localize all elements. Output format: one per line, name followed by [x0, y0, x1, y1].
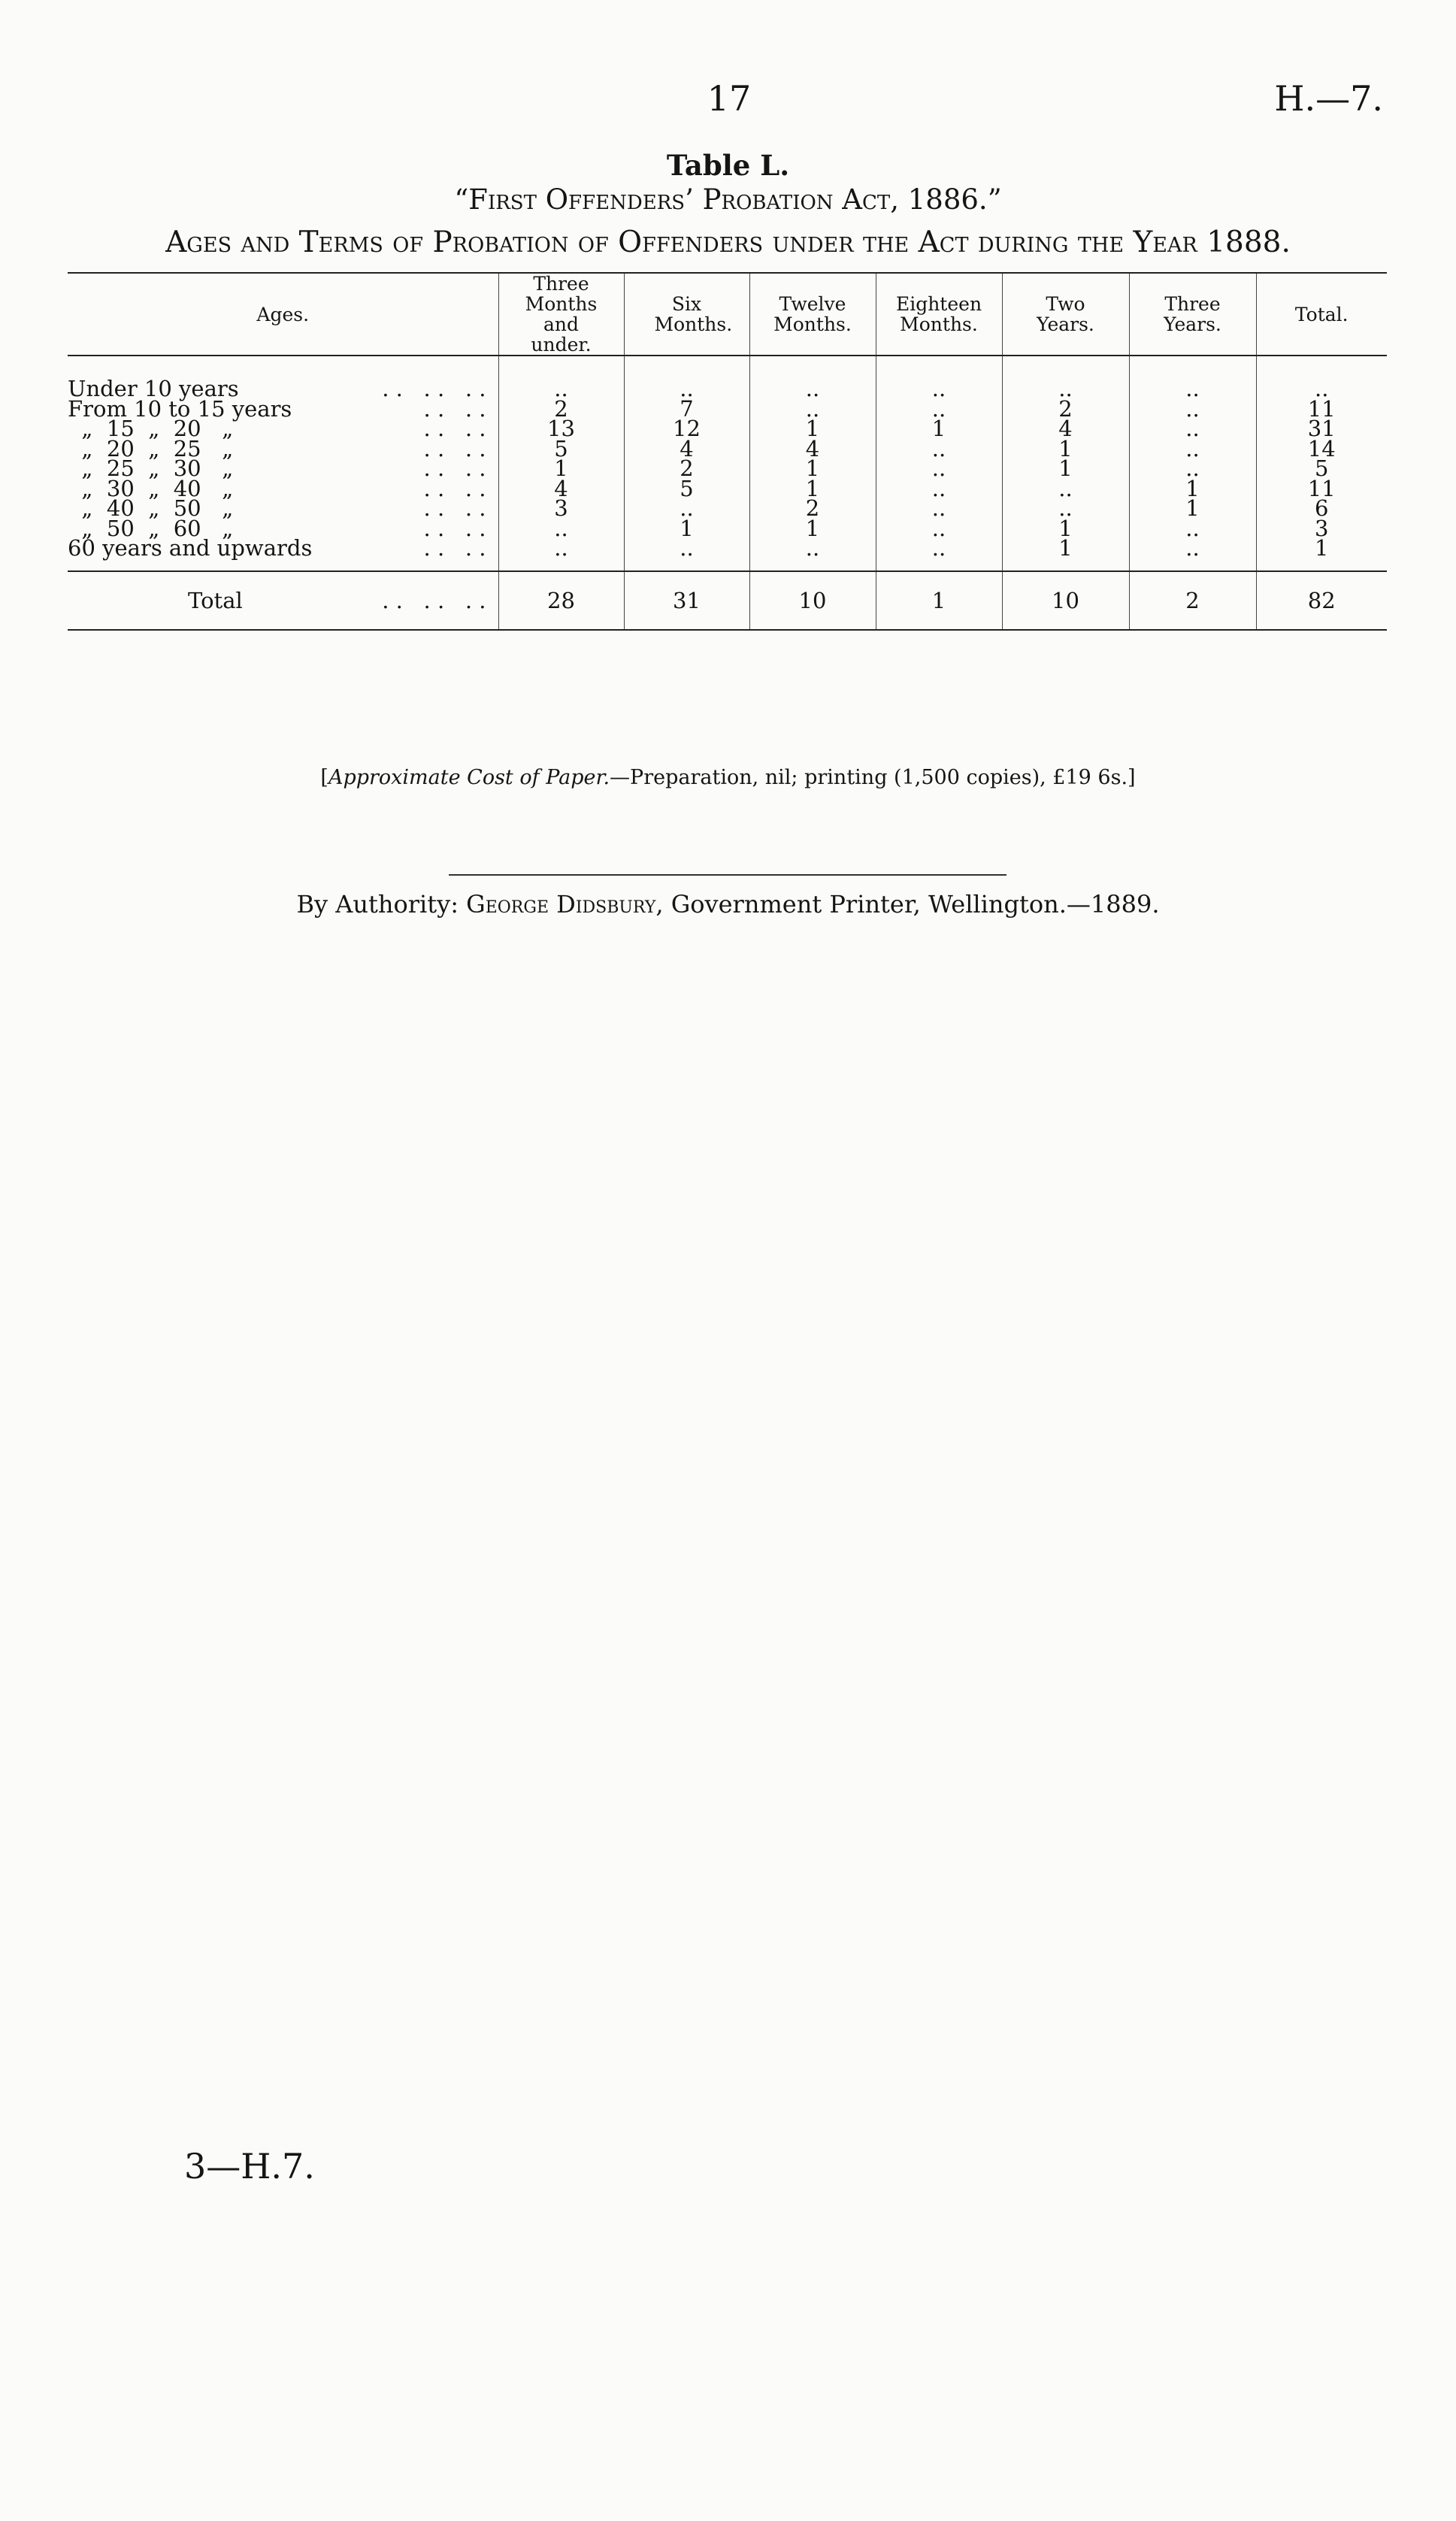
cell-twelve-months: ..	[749, 538, 876, 558]
cell-six-months: 12	[624, 419, 749, 439]
age-range-cell: From 10 to 15 years . . . .	[68, 395, 486, 422]
col-header-three-years: Three Years.	[1129, 273, 1256, 356]
leader-dots: . . . .	[423, 475, 486, 501]
cell-twelve-months: 1	[749, 419, 876, 439]
cell-two-years: 4	[1002, 419, 1129, 439]
age-range-cell: „ 20 „ 25 „ . . . .	[68, 435, 486, 462]
cell-three-years: ..	[1129, 439, 1256, 459]
cell-total: 11	[1256, 399, 1387, 419]
cell-three-years: ..	[1129, 379, 1256, 399]
document-reference: H.—7.	[1274, 78, 1383, 119]
cell-three-months: 28	[498, 571, 624, 630]
cell-six-months: 5	[624, 479, 749, 499]
age-range-cell: „ 25 „ 30 „ . . . .	[68, 455, 486, 482]
leader-dots: . . . . . .	[382, 376, 486, 402]
printer-name: George Didsbury	[466, 890, 656, 919]
col-header-total: Total.	[1256, 273, 1387, 356]
cell-six-months: 2	[624, 459, 749, 479]
signature-mark: 3—H.7.	[184, 2146, 315, 2187]
cell-two-years: 1	[1002, 519, 1129, 539]
total-label-cell: Total . . . . . .	[68, 571, 498, 630]
cell-total: 6	[1256, 498, 1387, 519]
cell-three-months: ..	[498, 538, 624, 558]
age-range-cell: „ 40 „ 50 „ . . . .	[68, 495, 486, 522]
cell-eighteen-months: ..	[876, 379, 1002, 399]
cell-twelve-months: ..	[749, 399, 876, 419]
cell-three-months: 1	[498, 459, 624, 479]
age-range-cell: „ 30 „ 40 „ . . . .	[68, 475, 486, 501]
cell-twelve-months: 1	[749, 479, 876, 499]
cell-total: 3	[1256, 519, 1387, 539]
cell-two-years: 1	[1002, 538, 1129, 558]
cell-eighteen-months: 1	[876, 571, 1002, 630]
leader-dots: . . . .	[423, 535, 486, 561]
col-header-three-months: Three Months and under.	[498, 273, 624, 356]
cell-three-years: ..	[1129, 419, 1256, 439]
cell-eighteen-months: 1	[876, 419, 1002, 439]
col-header-eighteen-months: Eighteen Months.	[876, 273, 1002, 356]
cell-six-months: 4	[624, 439, 749, 459]
cell-six-months: 1	[624, 519, 749, 539]
cell-three-months: 13	[498, 419, 624, 439]
cell-two-years: 2	[1002, 399, 1129, 419]
cell-eighteen-months: ..	[876, 459, 1002, 479]
table-title: Table L.	[666, 149, 790, 182]
age-range-cell: Under 10 years . . . . . .	[68, 376, 486, 402]
cell-total: ..	[1256, 379, 1387, 399]
cell-three-years: ..	[1129, 538, 1256, 558]
cell-total: 14	[1256, 439, 1387, 459]
age-range-cell: „ 15 „ 20 „ . . . .	[68, 416, 486, 442]
table-header-row	[68, 273, 1387, 356]
cell-three-years: ..	[1129, 519, 1256, 539]
cell-two-years: 1	[1002, 459, 1129, 479]
cell-eighteen-months: ..	[876, 439, 1002, 459]
col-header-twelve-months: Twelve Months.	[749, 273, 876, 356]
cell-eighteen-months: ..	[876, 498, 1002, 519]
cell-total: 5	[1256, 459, 1387, 479]
divider-rule	[449, 874, 1006, 876]
cell-six-months: ..	[624, 538, 749, 558]
table-row	[68, 538, 1387, 558]
cell-three-years: 1	[1129, 498, 1256, 519]
table-total-row	[68, 571, 1387, 630]
cell-six-months: ..	[624, 498, 749, 519]
cell-three-months: ..	[498, 379, 624, 399]
probation-table	[68, 272, 1387, 631]
cell-six-months: ..	[624, 379, 749, 399]
cell-eighteen-months: ..	[876, 399, 1002, 419]
age-range-cell: 60 years and upwards . . . .	[68, 535, 486, 561]
leader-dots: . . . .	[423, 515, 486, 541]
authority-line: By Authority: George Didsbury, Government Printer, Wellington.—1889.	[296, 890, 1160, 919]
cell-twelve-months: 2	[749, 498, 876, 519]
leader-dots: . . . . . .	[382, 587, 486, 613]
cell-eighteen-months: ..	[876, 519, 1002, 539]
cell-twelve-months: 4	[749, 439, 876, 459]
cell-total: 82	[1256, 571, 1387, 630]
cell-three-months: 4	[498, 479, 624, 499]
cell-two-years: 10	[1002, 571, 1129, 630]
cell-total: 1	[1256, 538, 1387, 558]
cell-two-years: 1	[1002, 439, 1129, 459]
col-header-six-months: Six Months.	[624, 273, 749, 356]
age-range-cell: „ 50 „ 60 „ . . . .	[68, 515, 486, 541]
page-number: 17	[707, 78, 752, 119]
cell-twelve-months: 1	[749, 459, 876, 479]
col-header-two-years: Two Years.	[1002, 273, 1129, 356]
col-header-ages: Ages.	[68, 273, 498, 356]
act-title: “First Offenders’ Probation Act, 1886.”	[454, 183, 1002, 216]
cell-three-months: 2	[498, 399, 624, 419]
cell-three-months: 3	[498, 498, 624, 519]
table-subtitle: Ages and Terms of Probation of Offenders under the Act during the Year 1888.	[165, 225, 1291, 259]
cell-two-years: ..	[1002, 379, 1129, 399]
cell-three-years: ..	[1129, 459, 1256, 479]
leader-dots: . . . .	[423, 416, 486, 442]
cell-eighteen-months: ..	[876, 479, 1002, 499]
cell-two-years: ..	[1002, 498, 1129, 519]
cell-six-months: 31	[624, 571, 749, 630]
leader-dots: . . . .	[423, 495, 486, 522]
cell-six-months: 7	[624, 399, 749, 419]
cell-three-months: ..	[498, 519, 624, 539]
cost-note-text: —Preparation, nil; printing (1,500 copies), £19 6s.]	[610, 766, 1136, 789]
cell-three-years: ..	[1129, 399, 1256, 419]
cell-three-years: 1	[1129, 479, 1256, 499]
leader-dots: . . . .	[423, 435, 486, 462]
cell-twelve-months: 10	[749, 571, 876, 630]
leader-dots: . . . .	[423, 395, 486, 422]
cell-total: 11	[1256, 479, 1387, 499]
cell-total: 31	[1256, 419, 1387, 439]
cell-twelve-months: ..	[749, 379, 876, 399]
cell-eighteen-months: ..	[876, 538, 1002, 558]
cost-note-italic: Approximate Cost of Paper.	[328, 766, 610, 789]
cell-twelve-months: 1	[749, 519, 876, 539]
cost-note: [Approximate Cost of Paper.—Preparation, nil; printing (1,500 copies), £19 6s.]	[320, 766, 1136, 789]
leader-dots: . . . .	[423, 455, 486, 482]
cell-three-months: 5	[498, 439, 624, 459]
cell-two-years: ..	[1002, 479, 1129, 499]
cell-three-years: 2	[1129, 571, 1256, 630]
